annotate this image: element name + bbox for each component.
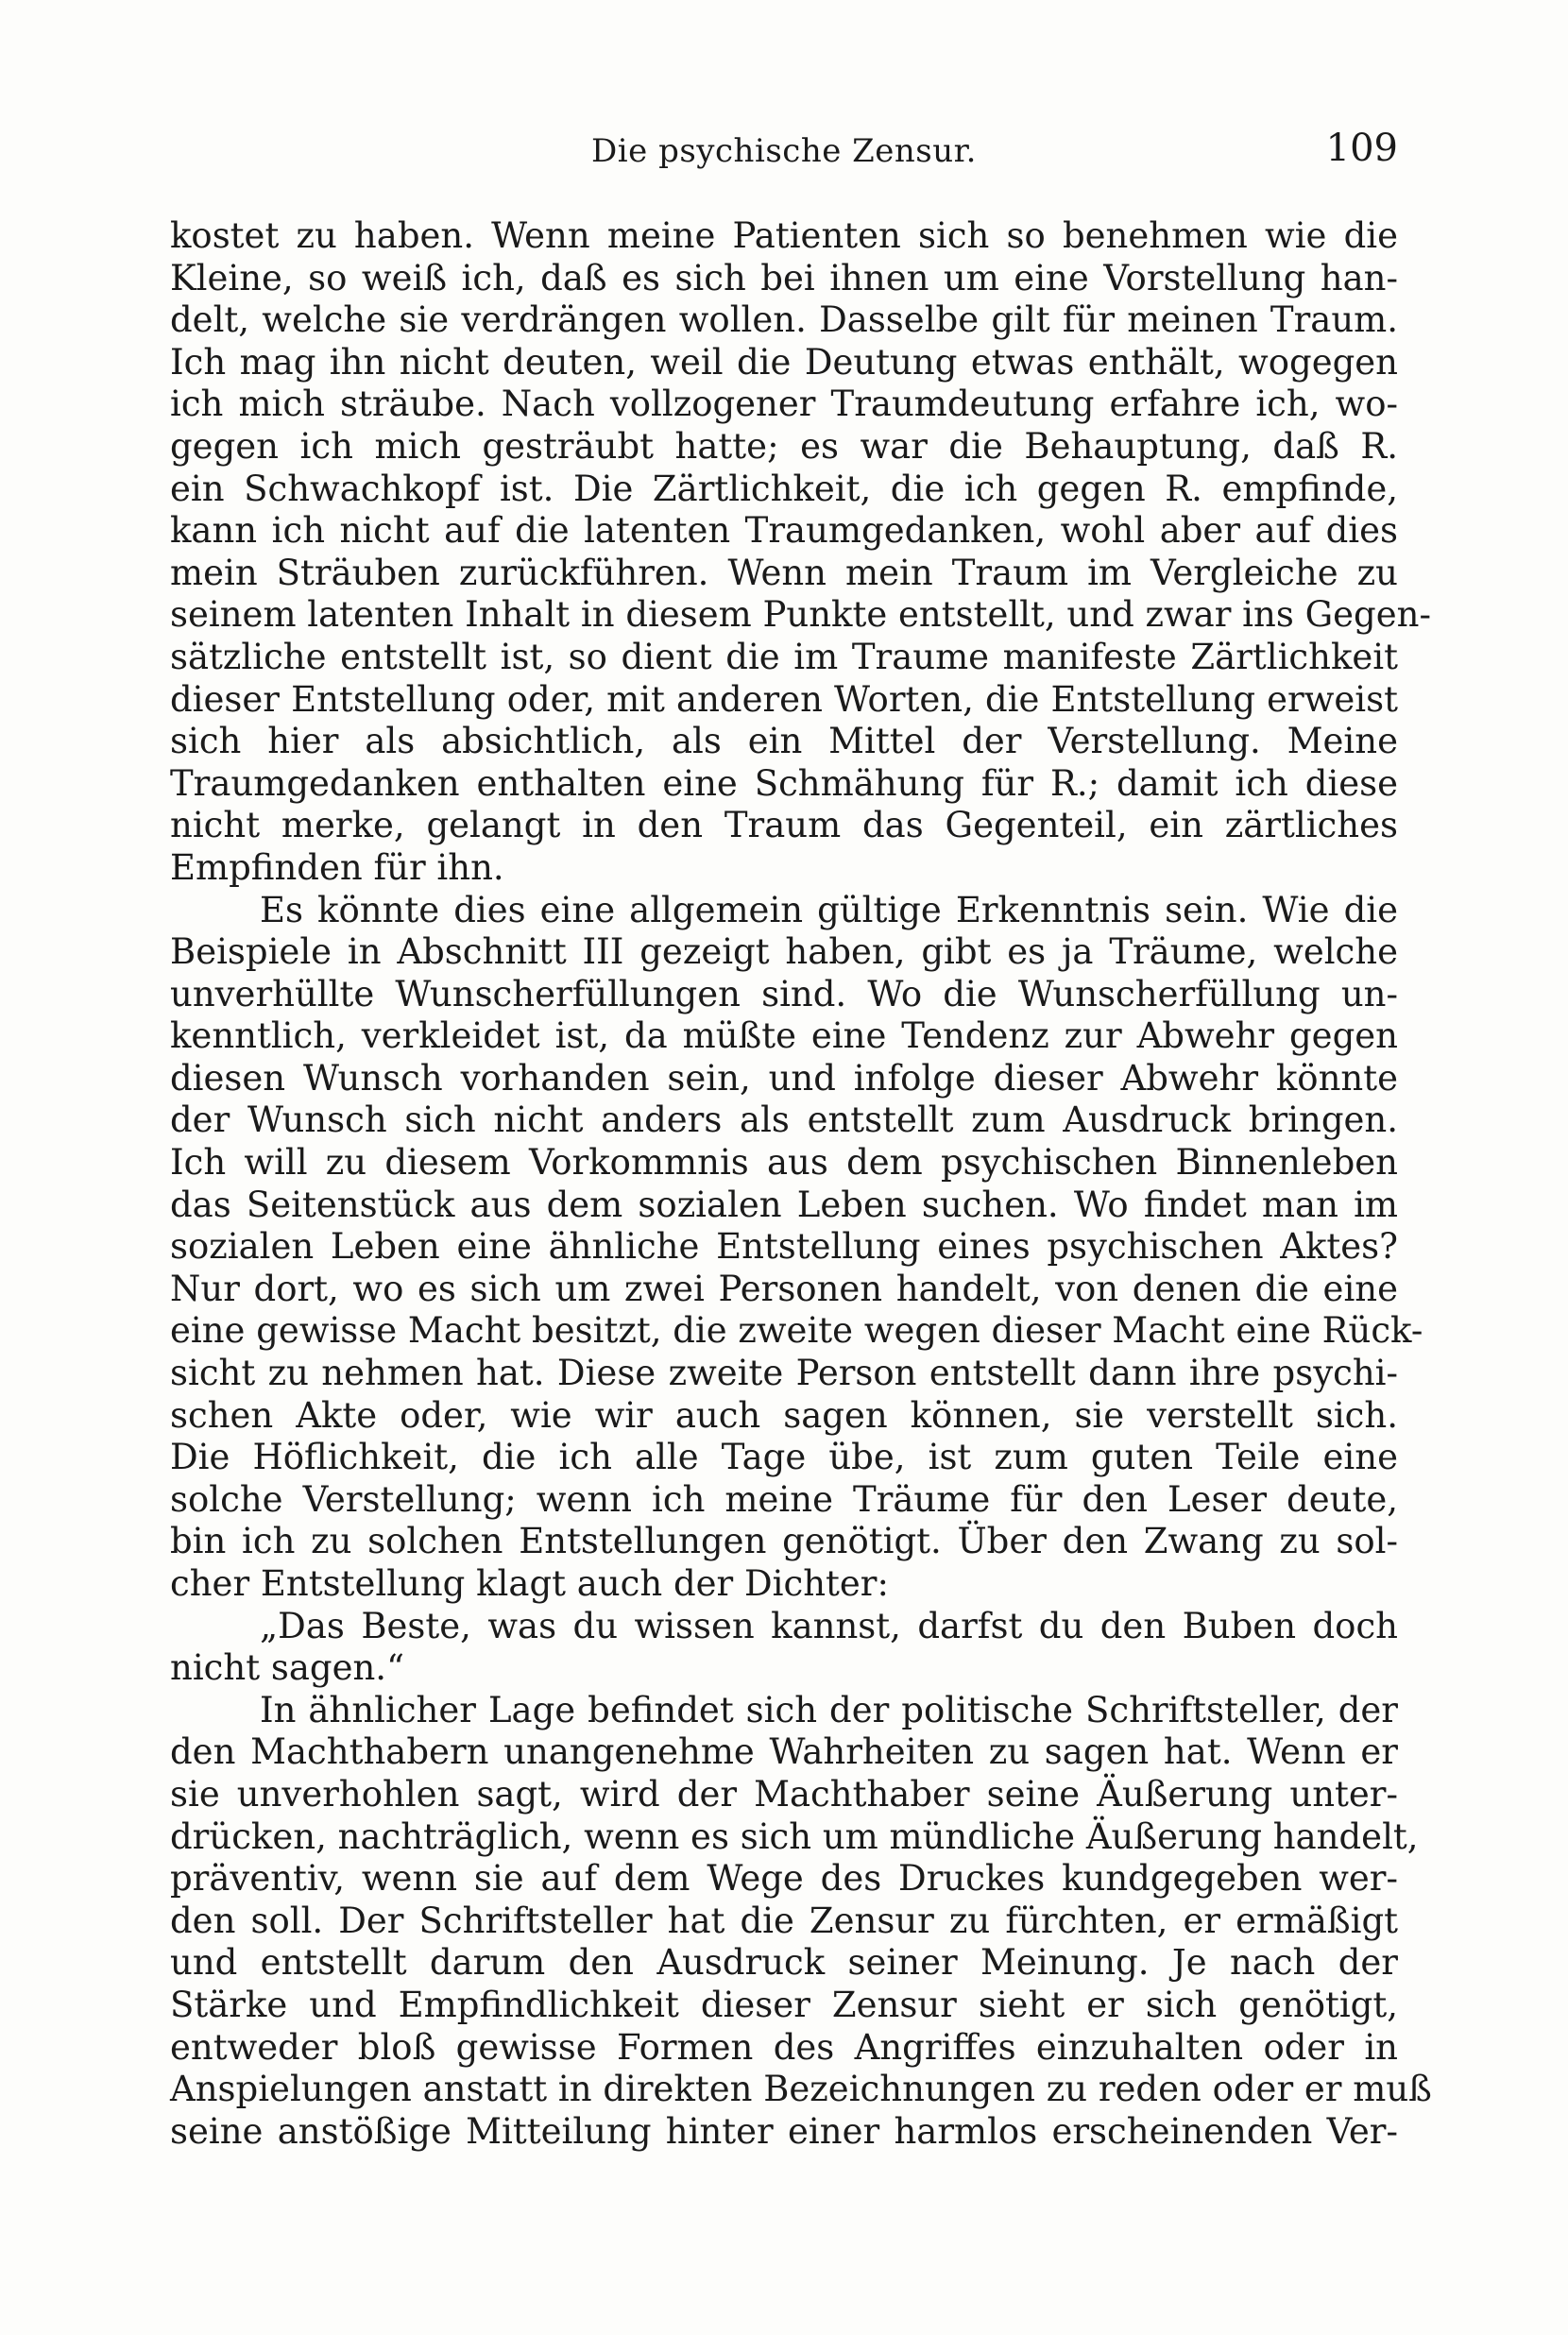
text-line: den soll. Der Schriftsteller hat die Zensur zu fürchten, er ermäßigt (170, 1900, 1398, 1941)
text-line: cher Entstellung klagt auch der Dichter: (170, 1563, 889, 1604)
text-line: seine anstößige Mitteilung hinter einer harmlos erscheinenden Ver- (170, 2110, 1398, 2152)
text-line: sozialen Leben eine ähnliche Entstellung eines psychischen Aktes? (170, 1226, 1398, 1268)
text-line: delt, welche sie verdrängen wollen. Dasselbe gilt für meinen Traum. (170, 299, 1398, 341)
text-line: und entstellt darum den Ausdruck seiner Meinung. Je nach der (170, 1942, 1398, 1984)
text-line: unverhüllte Wunscherfüllungen sind. Wo die Wunscherfüllung un- (170, 973, 1398, 1014)
text-line: Anspielungen anstatt in direkten Bezeichnungen zu reden oder er muß (170, 2069, 1432, 2110)
text-line: eine gewisse Macht besitzt, die zweite wegen dieser Macht eine Rück- (170, 1310, 1423, 1352)
text-line: schen Akte oder, wie wir auch sagen können, sie verstellt sich. (170, 1394, 1398, 1436)
text-line: seinem latenten Inhalt in diesem Punkte entstellt, und zwar ins Gegen- (170, 594, 1431, 636)
text-line: Die Höflichkeit, die ich alle Tage übe, ist zum guten Teile eine (170, 1437, 1398, 1478)
text-line: Nur dort, wo es sich um zwei Personen handelt, von denen die eine (170, 1268, 1398, 1309)
text-line: Ich will zu diesem Vorkommnis aus dem psychischen Binnenleben (170, 1142, 1398, 1184)
quote-line: nicht sagen.“ (170, 1647, 404, 1689)
running-head (170, 127, 1398, 179)
text-line: sicht zu nehmen hat. Diese zweite Person entstellt dann ihre psychi- (170, 1353, 1398, 1394)
text-line: kenntlich, verkleidet ist, da müßte eine Tendenz zur Abwehr gegen (170, 1015, 1398, 1057)
text-line: Beispiele in Abschnitt III gezeigt haben, gibt es ja Träume, welche (170, 931, 1398, 973)
text-line: sich hier als absichtlich, als ein Mittel der Verstellung. Meine (170, 721, 1398, 762)
text-line: Traumgedanken enthalten eine Schmähung für R.; damit ich diese (170, 762, 1398, 804)
running-title: Die psychische Zensur. (591, 132, 977, 170)
text-line: ein Schwachkopf ist. Die Zärtlichkeit, die ich gegen R. empfinde, (170, 468, 1398, 509)
text-line: gegen ich mich gesträubt hatte; es war die Behauptung, daß R. (170, 425, 1398, 467)
text-line: präventiv, wenn sie auf dem Wege des Druckes kundgegeben wer- (170, 1858, 1398, 1900)
text-line: ich mich sträube. Nach vollzogener Traumdeutung erfahre ich, wo- (170, 383, 1398, 425)
quote-line: „Das Beste, was du wissen kannst, darfst du den Buben doch (260, 1605, 1398, 1646)
text-line: In ähnlicher Lage befindet sich der politische Schriftsteller, der (260, 1689, 1398, 1730)
text-line: das Seitenstück aus dem sozialen Leben suchen. Wo findet man im (170, 1184, 1398, 1225)
text-line: diesen Wunsch vorhanden sein, und infolge dieser Abwehr könnte (170, 1057, 1398, 1099)
text-line: kostet zu haben. Wenn meine Patienten sich so benehmen wie die (170, 215, 1398, 256)
text-line: Empfinden für ihn. (170, 846, 504, 888)
page-number: 109 (1325, 127, 1398, 170)
text-line: den Machthabern unangenehme Wahrheiten zu sagen hat. Wenn er (170, 1731, 1398, 1773)
text-line: sätzliche entstellt ist, so dient die im Traume manifeste Zärtlichkeit (170, 636, 1398, 677)
text-line: Es könnte dies eine allgemein gültige Erkenntnis sein. Wie die (260, 889, 1398, 930)
text-line: nicht merke, gelangt in den Traum das Gegenteil, ein zärtliches (170, 805, 1398, 846)
text-line: Ich mag ihn nicht deuten, weil die Deutung etwas enthält, wogegen (170, 341, 1398, 383)
text-line: Kleine, so weiß ich, daß es sich bei ihnen um eine Vorstellung han- (170, 257, 1398, 298)
text-line: drücken, nachträglich, wenn es sich um mündliche Äußerung handelt, (170, 1815, 1419, 1857)
text-line: solche Verstellung; wenn ich meine Träume für den Leser deute, (170, 1478, 1398, 1520)
text-line: bin ich zu solchen Entstellungen genötigt. Über den Zwang zu sol- (170, 1521, 1398, 1562)
text-line: der Wunsch sich nicht anders als entstellt zum Ausdruck bringen. (170, 1099, 1398, 1141)
text-line: sie unverhohlen sagt, wird der Machthaber seine Äußerung unter- (170, 1773, 1398, 1815)
text-line: Stärke und Empfindlichkeit dieser Zensur sieht er sich genötigt, (170, 1984, 1398, 2025)
body-text (170, 215, 1432, 2153)
text-line: entweder bloß gewisse Formen des Angriffes einzuhalten oder in (170, 2026, 1398, 2068)
text-line: mein Sträuben zurückführen. Wenn mein Traum im Vergleiche zu (170, 552, 1398, 593)
text-line: dieser Entstellung oder, mit anderen Worten, die Entstellung erweist (170, 678, 1398, 720)
text-line: kann ich nicht auf die latenten Traumgedanken, wohl aber auf dies (170, 510, 1398, 552)
